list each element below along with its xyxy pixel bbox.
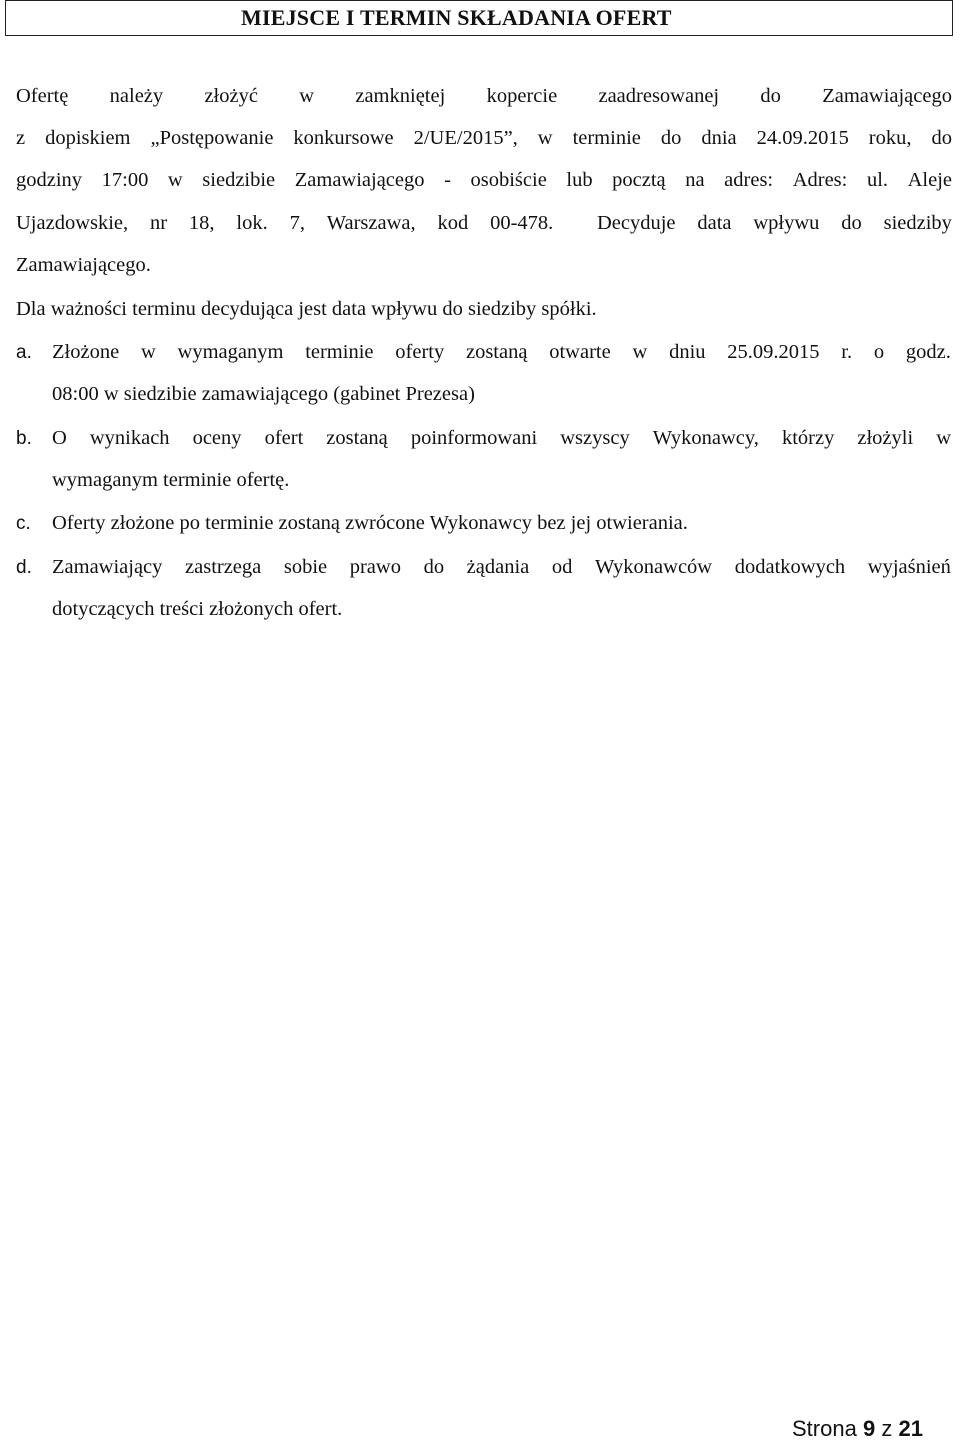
word: osobiście [470, 169, 547, 191]
list-item-d-line-1 [52, 557, 951, 578]
word: godz. [905, 341, 951, 363]
word: nr [150, 212, 168, 234]
paragraph-line-6: Dla ważności terminu decydująca jest data wpływu do siedziby spółki. [16, 298, 597, 320]
word: w [936, 427, 951, 449]
word: do [760, 85, 781, 107]
word: siedzibie [202, 169, 276, 191]
word: godziny [16, 169, 83, 191]
word: zastrzega [185, 556, 262, 578]
word: do [423, 556, 445, 578]
list-marker-a: a. [16, 342, 32, 363]
word: lok. [236, 212, 268, 234]
list-item-a-line-2: 08:00 w siedzibie zamawiającego (gabinet Prezesa) [52, 383, 475, 405]
word: roku, [868, 127, 912, 149]
page-number-separator: z [881, 1416, 893, 1441]
word: terminie [305, 341, 374, 363]
word: dniu [669, 341, 706, 363]
word: r. [841, 341, 853, 363]
word: kod [437, 212, 469, 234]
word: dnia [701, 127, 737, 149]
word: dodatkowych [734, 556, 846, 578]
list-item-b-line-1 [52, 428, 951, 449]
word: 2/UE/2015”, [413, 127, 518, 149]
word: otwarte [549, 341, 611, 363]
word: zaadresowanej [598, 85, 720, 107]
word: „Postępowanie [150, 127, 274, 149]
word: do [841, 212, 862, 234]
word: wszyscy [560, 427, 630, 449]
word: Zamawiającego [822, 85, 952, 107]
page-number-total: 21 [898, 1416, 923, 1441]
list-item-d-line-2: dotyczących treści złożonych ofert. [52, 598, 343, 620]
word: prawo [349, 556, 401, 578]
list-marker-c: c. [16, 513, 31, 534]
word: Aleje [907, 169, 952, 191]
word: należy [109, 85, 164, 107]
word: Wykonawcy, [652, 427, 759, 449]
word: oferty [395, 341, 445, 363]
word: Wykonawców [594, 556, 713, 578]
paragraph-line-3 [16, 170, 952, 191]
word: Ofertę [16, 85, 69, 107]
section-heading: MIEJSCE I TERMIN SKŁADANIA OFERT [241, 5, 672, 30]
word: konkursowe [293, 127, 394, 149]
word: w [537, 127, 553, 149]
word: Złożone [52, 341, 120, 363]
word: 7, [289, 212, 305, 234]
list-item-a-line-1 [52, 342, 951, 363]
word: Zamawiającego [294, 169, 425, 191]
word: 25.09.2015 [727, 341, 820, 363]
word: z [16, 127, 26, 149]
word: Decyduje [596, 212, 676, 234]
word: złożyć [204, 85, 258, 107]
word: Ujazdowskie, [16, 212, 129, 234]
word: w [167, 169, 183, 191]
section-heading-box [5, 0, 953, 36]
paragraph-line-4 [16, 213, 952, 234]
word: o [873, 341, 885, 363]
word: pocztą [612, 169, 666, 191]
word: 18, [188, 212, 215, 234]
word: sobie [283, 556, 328, 578]
word: zamkniętej [355, 85, 446, 107]
list-item-b-line-2: wymaganym terminie ofertę. [52, 469, 290, 491]
word: ul. [866, 169, 889, 191]
paragraph-line-2 [16, 128, 952, 149]
word: 17:00 [101, 169, 149, 191]
word: wyjaśnień [867, 556, 951, 578]
word: wpływu [753, 212, 820, 234]
word: którzy [781, 427, 835, 449]
list-item-c-line-1: Oferty złożone po terminie zostaną zwrócone Wykonawcy bez jej otwierania. [52, 512, 688, 534]
word: kopercie [486, 85, 558, 107]
word: Adres: [792, 169, 848, 191]
word: zostaną [326, 427, 388, 449]
word: adres: [724, 169, 774, 191]
word: w [632, 341, 648, 363]
paragraph-line-1 [16, 86, 952, 107]
word: data [697, 212, 732, 234]
word: do [660, 127, 682, 149]
word: terminie [572, 127, 641, 149]
page-number [792, 1418, 923, 1440]
word: 00-478. [490, 212, 554, 234]
word: 24.09.2015 [756, 127, 849, 149]
word: żądania [466, 556, 530, 578]
list-marker-b: b. [16, 428, 32, 449]
word: Warszawa, [326, 212, 416, 234]
list-marker-d: d. [16, 557, 32, 578]
word: lub [566, 169, 593, 191]
word: zostaną [465, 341, 528, 363]
word: złożyli [857, 427, 914, 449]
word: poinformowani [410, 427, 538, 449]
word: - [444, 169, 451, 191]
word: do [931, 127, 952, 149]
word: wymaganym [177, 341, 284, 363]
page-number-current: 9 [862, 1416, 876, 1441]
page-number-prefix: Strona [792, 1416, 857, 1441]
word: ofert [264, 427, 304, 449]
word: siedziby [883, 212, 952, 234]
word: w [299, 85, 315, 107]
word: Zamawiający [52, 556, 163, 578]
word: O [52, 427, 67, 449]
word: w [140, 341, 156, 363]
word: oceny [192, 427, 242, 449]
word: wynikach [89, 427, 170, 449]
word: od [551, 556, 573, 578]
word: dopiskiem [45, 127, 131, 149]
word: na [685, 169, 705, 191]
paragraph-line-5: Zamawiającego. [16, 254, 151, 276]
